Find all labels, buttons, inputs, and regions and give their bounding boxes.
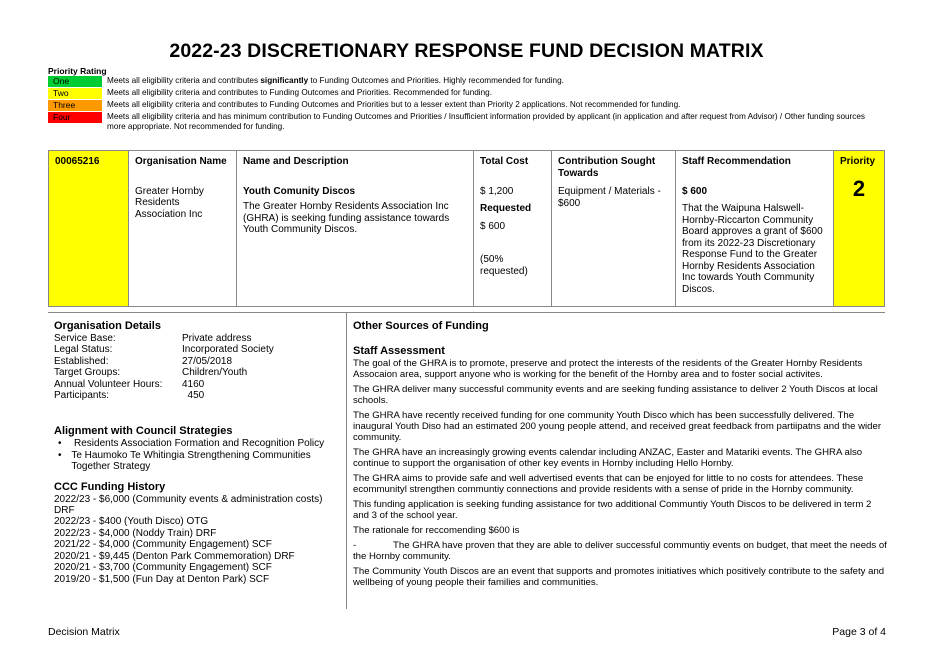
contribution-column xyxy=(552,151,676,306)
other-sources-heading: Other Sources of Funding xyxy=(353,320,489,332)
priority-chip-two: Two xyxy=(48,88,102,99)
org-detail-row: Established: 27/05/2018 xyxy=(54,355,233,367)
org-detail-row: Participants: 450 xyxy=(54,390,205,402)
page-number: Page 3 of 4 xyxy=(832,626,886,638)
assessment-paragraph: The rationale for reccomending $600 is xyxy=(353,525,520,536)
priority-column xyxy=(834,151,884,306)
org-detail-row: Target Groups: Children/Youth xyxy=(54,367,248,379)
priority-chip-four: Four xyxy=(48,112,102,123)
priority-chip-one: One xyxy=(48,76,102,87)
name-description-column xyxy=(237,151,474,306)
total-cost-header: Total Cost xyxy=(480,156,529,167)
list-item: 2020/21 - $3,700 (Community Engagement) SCF xyxy=(54,562,272,574)
project-description: The Greater Hornby Residents Association Inc (GHRA) is seeking funding assistance towards Youth Community Discos. xyxy=(243,201,450,235)
priority-text-one: Meets all eligibility criteria and contributes significantly to Funding Outcomes and Priorities. Highly recommended for funding. xyxy=(107,76,564,85)
organisation-name: Greater Hornby Residents Association Inc xyxy=(135,185,204,220)
list-item: • Residents Association Formation and Recognition Policy xyxy=(58,438,325,450)
staff-recommendation-column xyxy=(676,151,834,306)
total-cost-column xyxy=(474,151,552,306)
assessment-paragraph: This funding application is seeking funding assistance for two additional Communtiy Youth Discos to be delivered in term 2 and 3 of the school year. xyxy=(353,499,872,521)
assessment-paragraph: The GHRA have recently received funding for one community Youth Disco which has been successfully delivered. The inaugural Youth Diso had an estimated 200 young people attend, and received great feedback from partiipatns and the wider community. xyxy=(353,410,882,443)
priority-chip-three: Three xyxy=(48,100,102,111)
org-detail-row: Legal Status: Incorporated Society xyxy=(54,344,274,356)
priority-rating-heading: Priority Rating xyxy=(48,66,107,76)
staff-assessment-heading: Staff Assessment xyxy=(353,345,445,357)
staff-recommendation-header: Staff Recommendation xyxy=(682,156,791,167)
total-cost: $ 1,200 xyxy=(480,185,514,197)
column-divider xyxy=(346,312,347,609)
name-description-header: Name and Description xyxy=(243,156,349,167)
application-id: 00065216 xyxy=(49,151,129,306)
assessment-paragraph: The GHRA aims to provide safe and well advertised events that can be enjoyed for little to no costs for attendees. These ecommunityl strengthen communtiy connections and provide residents with a sense of pride in the Hornby community. xyxy=(353,473,864,495)
priority-rating-row-four xyxy=(48,112,877,132)
priority-rating-row-two xyxy=(48,88,877,99)
contribution-sought: Equipment / Materials - $600 xyxy=(558,186,661,209)
decision-matrix-table xyxy=(48,150,885,307)
priority-rating-row-one xyxy=(48,76,877,87)
funding-history-heading: CCC Funding History xyxy=(54,480,166,493)
list-item: 2020/21 - $9,445 (Denton Park Commemoration) DRF xyxy=(54,550,295,562)
assessment-paragraph: The GHRA deliver many successful community events and are seeking funding assistance to deliver 2 Youth Discos at local schools. xyxy=(353,384,878,406)
list-item: 2022/23 - $4,000 (Noddy Train) DRF xyxy=(54,527,217,539)
page-title: 2022-23 DISCRETIONARY RESPONSE FUND DECISION MATRIX xyxy=(169,40,764,62)
org-detail-row: Annual Volunteer Hours: 4160 xyxy=(54,378,205,390)
contribution-header: Contribution Sought Towards xyxy=(558,156,656,179)
priority-text-four: Meets all eligibility criteria and has minimum contribution to Funding Outcomes and Priorities / Insufficient information provided by applicant (in application and after request from Advisor) / Other funding sources more appropriate. Not recommended for funding. xyxy=(107,112,866,131)
footer-title: Decision Matrix xyxy=(48,626,120,638)
project-name: Youth Comunity Discos xyxy=(243,185,356,197)
list-item: 2022/23 - $6,000 (Community events & administration costs) DRF xyxy=(54,493,323,517)
list-item: • Te Haumoko Te Whitingia Strengthening Communities Together Strategy xyxy=(58,449,311,473)
staff-recommendation-text: That the Waipuna Halswell-Hornby-Riccarton Community Board approves a grant of $600 from its 2022-23 Discretionary Response Fund to the Greater Hornby Residents Association Inc towards Youth Community Discos. xyxy=(682,203,823,295)
left-column xyxy=(54,320,339,585)
right-column xyxy=(353,320,888,592)
list-item: 2019/20 - $1,500 (Fun Day at Denton Park) SCF xyxy=(54,573,270,585)
org-details-heading: Organisation Details xyxy=(54,320,161,332)
requested-label: Requested xyxy=(480,203,532,214)
alignment-heading: Alignment with Council Strategies xyxy=(54,425,233,438)
assessment-paragraph: The Community Youth Discos are an event that supports and promotes initiatives which positively contribute to the safety and wellbeing of young people their families and communities. xyxy=(353,566,885,588)
priority-text-three: Meets all eligibility criteria and contributes to Funding Outcomes and Priorities but to a lesser extent than Priority 2 applications. Not recommended for funding. xyxy=(107,100,681,109)
list-item: 2021/22 - $4,000 (Community Engagement) SCF xyxy=(54,539,272,551)
requested-percent: (50% requested) xyxy=(480,254,528,277)
priority-header: Priority xyxy=(840,156,876,167)
assessment-paragraph: The GHRA have an increasingly growing events calendar including ANZAC, Easter and Matariki events. The GHRA also continue to support the organisation of other key events in Hornby including Hello Hornby. xyxy=(353,447,863,469)
staff-recommendation-amount: $ 600 xyxy=(682,185,708,197)
requested-amount: $ 600 xyxy=(480,220,506,232)
list-item: 2022/23 - $400 (Youth Disco) OTG xyxy=(54,516,209,528)
priority-text-two: Meets all eligibility criteria and contributes to Funding Outcomes and Priorities. Recommended for funding. xyxy=(107,88,493,97)
organisation-column xyxy=(129,151,237,306)
organisation-header: Organisation Name xyxy=(135,156,227,167)
org-detail-row: Service Base: Private address xyxy=(54,333,252,344)
assessment-paragraph: The goal of the GHRA is to promote, preserve and protect the interests of the residents of the Greater Hornby Residents Assocaion area, support anyone who is working for the benefit of the Hornby area and to foster social activites. xyxy=(353,358,863,380)
priority-rating-row-three xyxy=(48,100,877,111)
priority-value: 2 xyxy=(852,175,866,201)
assessment-bullet: - The GHRA have proven that they are able to deliver successful communtiy events on budget, that meet the needs of the Hornby community. xyxy=(353,540,887,562)
